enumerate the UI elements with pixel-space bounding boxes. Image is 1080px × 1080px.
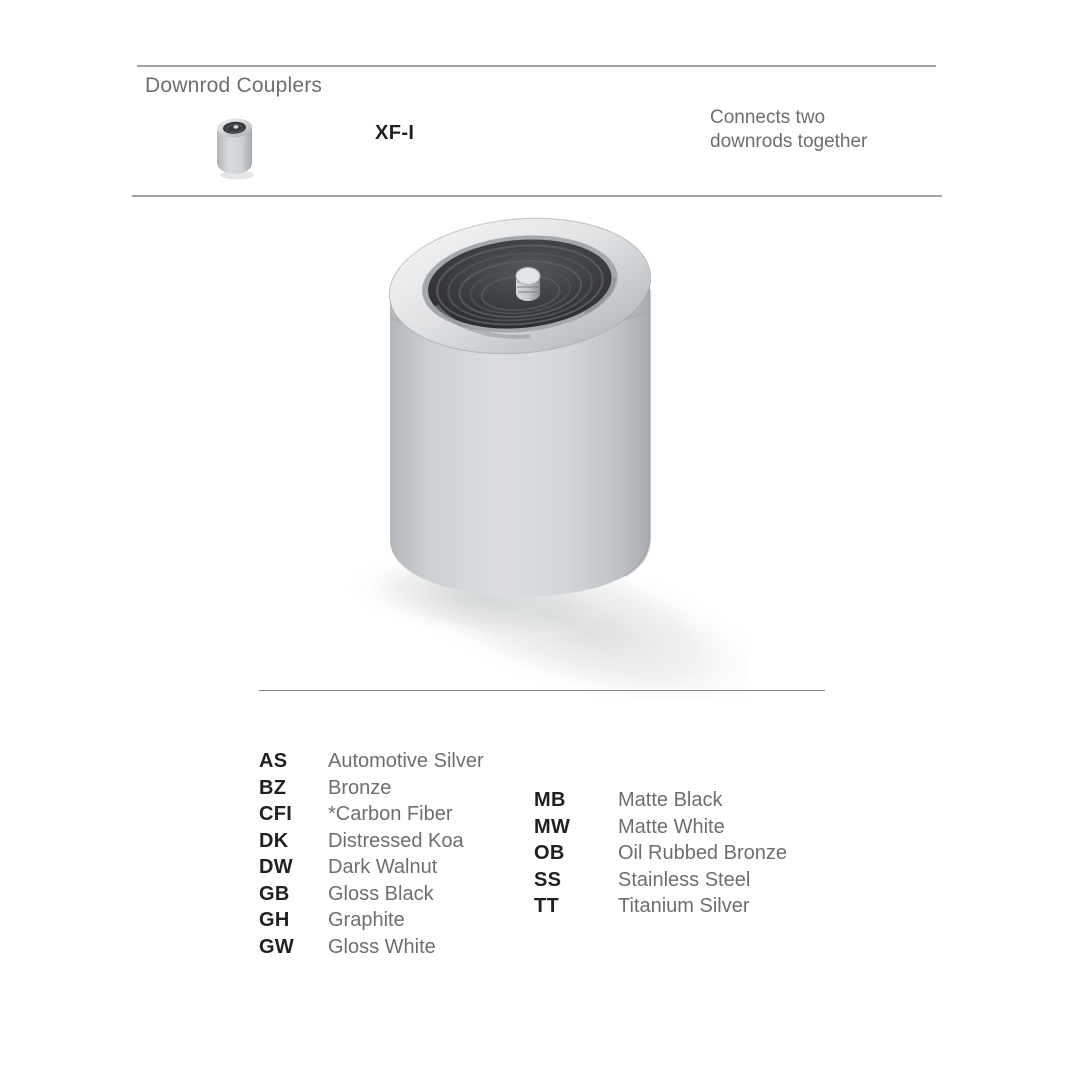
finish-name: Gloss Black — [328, 882, 434, 905]
finish-code: GH — [259, 909, 290, 931]
finish-name: Distressed Koa — [328, 829, 464, 852]
finish-legend-left-column — [259, 748, 484, 960]
coupler-thumbnail-icon — [211, 117, 259, 186]
finish-row — [534, 840, 787, 867]
product-description: Connects two downrods together — [710, 107, 868, 152]
finish-code: OB — [534, 842, 565, 864]
finish-name: Oil Rubbed Bronze — [618, 842, 787, 864]
top-divider — [137, 65, 936, 67]
finish-code: DK — [259, 829, 289, 852]
finish-name: Gloss White — [328, 935, 436, 958]
finish-row — [534, 867, 787, 894]
finish-row — [259, 748, 484, 775]
finish-code: AS — [259, 750, 288, 772]
finish-code: CFI — [259, 803, 293, 825]
finish-row — [259, 907, 484, 934]
finish-row — [534, 814, 787, 841]
finish-code: GW — [259, 935, 295, 958]
finish-code: TT — [534, 895, 560, 917]
finish-code: MW — [534, 815, 571, 838]
finish-row — [259, 801, 484, 828]
finish-code: BZ — [259, 776, 287, 799]
finish-row — [259, 934, 484, 961]
model-number: XF-I — [375, 122, 415, 144]
finish-row — [534, 893, 787, 920]
page-title: Downrod Couplers — [145, 74, 323, 97]
finish-row — [259, 854, 484, 881]
legend-divider — [259, 690, 825, 691]
finish-name: Dark Walnut — [328, 856, 438, 878]
finish-name: Matte White — [618, 815, 725, 838]
finish-row — [259, 881, 484, 908]
finish-code: SS — [534, 868, 562, 891]
finish-row — [259, 775, 484, 802]
finish-code: GB — [259, 882, 290, 905]
finish-name: Bronze — [328, 776, 392, 799]
finish-row — [534, 787, 787, 814]
finish-name: Stainless Steel — [618, 868, 751, 891]
finish-row — [259, 828, 484, 855]
finish-name: Titanium Silver — [618, 895, 750, 917]
finish-name: Matte Black — [618, 789, 723, 811]
finish-name: Automotive Silver — [328, 750, 484, 772]
finish-code: MB — [534, 789, 566, 811]
coupler-photo — [330, 198, 750, 703]
header-divider — [132, 195, 942, 197]
finish-name: *Carbon Fiber — [328, 803, 453, 825]
finish-code: DW — [259, 856, 293, 878]
finish-legend-right-column — [534, 787, 787, 920]
finish-name: Graphite — [328, 909, 405, 931]
